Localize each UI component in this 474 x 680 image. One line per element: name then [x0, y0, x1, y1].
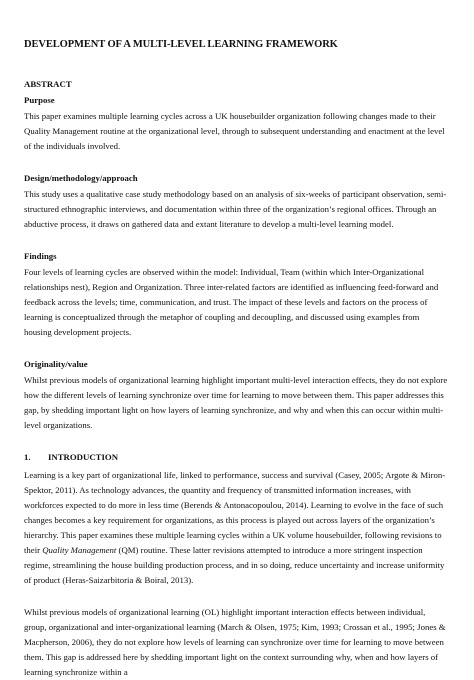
purpose-heading: Purpose [24, 95, 55, 105]
section-findings [24, 250, 448, 340]
section-introduction [24, 451, 448, 680]
introduction-number: 1. [24, 452, 31, 462]
intro-p1-part-b: (QM) routine. These latter revisions attempted to introduce a more stringent inspection regime, streamlining the house building production process, and in so doing, reduce uncertainty and increase uniformity of product (Heras-Saizarbitoria & Boiral, 2013). [24, 545, 445, 585]
section-originality [24, 358, 448, 433]
paper-title: DEVELOPMENT OF A MULTI-LEVEL LEARNING FRAMEWORK [24, 39, 338, 50]
introduction-paragraph-2: Whilst previous models of organizational learning (OL) highlight important interaction effects between individual, group, organizational and inter-organizational learning (March & Olsen, 1975; Kim, 1993; Crossan et al., 1995; Jones & Macpherson, 2006), they do not explore how levels of learning can synchronize over time for learning to move between them. This gap is addressed here by shedding important light on the context surrounding why, when and how layers of learning synchronize within a [24, 607, 446, 677]
introduction-paragraph-1 [24, 468, 448, 588]
purpose-text: This paper examines multiple learning cycles across a UK housebuilder organization following changes made to their Quality Management routine at the organizational level, through to subsequent understanding and enactment at the level of the individuals involved. [24, 111, 445, 151]
originality-text: Whilst previous models of organizational learning highlight important multi-level interaction effects, they do not explore how the different levels of learning synchronize over time for learning to move between them. This paper addresses this gap, by shedding important light on how layers of learning synchronize, and why and when this can occur within multi-level organizations. [24, 375, 448, 430]
introduction-title: INTRODUCTION [48, 452, 119, 462]
introduction-heading [24, 451, 448, 464]
design-heading: Design/methodology/approach [24, 173, 138, 183]
section-purpose [24, 94, 448, 154]
intro-p1-part-a: Learning is a key part of organizational life, linked to performance, success and survival (Casey, 2005; Argote & Miron-Spektor, 2011). As technology advances, the quantity and frequency of transmitted information increases, with workforces expected to do more in less time (Berends & Antonacopoulou, 2014). Learning to evolve in the face of such changes becomes a key requirement for organizations, as this process is played out across layers of the organization’s hierarchy. This paper examines these multiple learning cycles within a UK volume housebuilder, following revisions to their [24, 470, 446, 555]
originality-heading: Originality/value [24, 359, 88, 369]
findings-text: Four levels of learning cycles are observed within the model: Individual, Team (within which Inter-Organizational relationships nest), Region and Organization. Three inter-related factors are identified as influencing feed-forward and feedback across the levels; time, communication, and trust. The impact of these levels and factors on the process of learning is conceptualized through the metaphor of coupling and decoupling, and discussed using examples from housing development projects. [24, 267, 439, 337]
abstract-heading: ABSTRACT [24, 79, 72, 89]
findings-heading: Findings [24, 251, 57, 261]
section-design [24, 172, 448, 232]
design-text: This study uses a qualitative case study methodology based on an analysis of six-weeks of participant observation, semi-structured ethnographic interviews, and documentation within three of the organization’s regional offices. Through an abductive process, it draws on gathered data and extant literature to develop a multi-level learning model. [24, 189, 447, 229]
intro-p1-italic: Quality Management [42, 545, 117, 555]
